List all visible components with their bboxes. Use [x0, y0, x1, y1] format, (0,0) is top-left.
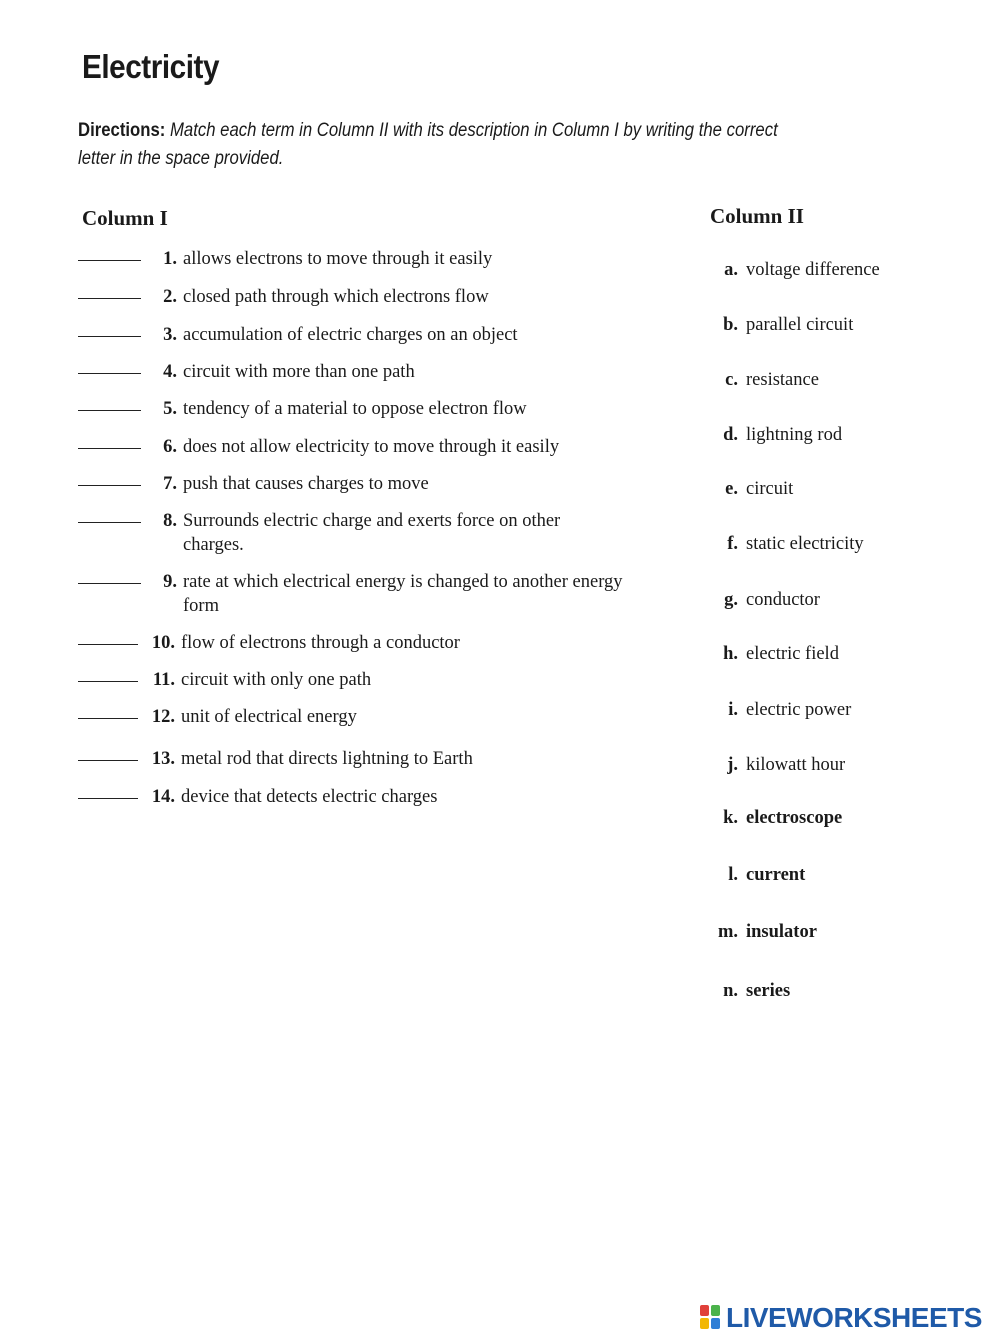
- question-number: 5.: [163, 399, 177, 419]
- question-number: 3.: [163, 325, 177, 345]
- option-term: static electricity: [746, 534, 864, 554]
- option-term: circuit: [746, 479, 794, 499]
- answer-blank[interactable]: [78, 798, 138, 799]
- question-text: unit of electrical energy: [181, 707, 357, 727]
- option-letter: a.: [724, 260, 738, 280]
- answer-blank[interactable]: [78, 336, 141, 337]
- answer-blank[interactable]: [78, 485, 141, 486]
- answer-option: [712, 863, 805, 887]
- liveworksheets-logo-icon: [700, 1305, 722, 1331]
- option-letter: l.: [728, 865, 738, 885]
- answer-option: [708, 920, 817, 944]
- option-term: current: [746, 865, 806, 885]
- question-text: circuit with more than one path: [183, 362, 415, 382]
- answer-option: [712, 806, 842, 830]
- answer-option: [712, 588, 820, 612]
- answer-blank[interactable]: [78, 298, 141, 299]
- directions: [78, 117, 808, 173]
- option-term: electric power: [746, 700, 852, 720]
- answer-blank[interactable]: [78, 448, 141, 449]
- option-letter: b.: [723, 315, 738, 335]
- option-letter: n.: [723, 981, 738, 1001]
- option-letter: h.: [723, 644, 738, 664]
- answer-blank[interactable]: [78, 410, 141, 411]
- page-title: Electricity: [82, 48, 220, 85]
- question-number: 1.: [163, 249, 177, 269]
- option-term: electric field: [746, 644, 839, 664]
- question-text: closed path through which electrons flow: [183, 287, 489, 307]
- question-text: circuit with only one path: [181, 670, 372, 690]
- option-letter: g.: [724, 590, 738, 610]
- question-text: accumulation of electric charges on an object: [183, 325, 518, 345]
- question-number: 13.: [151, 749, 175, 769]
- question-text: rate at which electrical energy is changed to another energy form: [183, 572, 623, 616]
- brand-name: LIVEWORKSHEETS: [726, 1302, 982, 1333]
- answer-option: [712, 313, 853, 337]
- option-letter: c.: [725, 370, 738, 390]
- question-number: 6.: [163, 437, 177, 457]
- answer-blank[interactable]: [78, 681, 138, 682]
- question-text: allows electrons to move through it easily: [183, 249, 493, 269]
- question-text: push that causes charges to move: [183, 474, 429, 494]
- option-term: parallel circuit: [746, 315, 854, 335]
- answer-option: [712, 642, 839, 666]
- answer-blank[interactable]: [78, 583, 141, 584]
- option-term: lightning rod: [746, 425, 843, 445]
- question-text: metal rod that directs lightning to Earth: [181, 749, 473, 769]
- option-term: voltage difference: [746, 260, 880, 280]
- answer-option: [712, 532, 864, 556]
- option-letter: i.: [728, 700, 738, 720]
- question-number: 4.: [163, 362, 177, 382]
- answer-option: [712, 477, 793, 501]
- option-term: kilowatt hour: [746, 755, 846, 775]
- option-letter: j.: [727, 755, 738, 775]
- question-text: does not allow electricity to move through it easily: [183, 437, 560, 457]
- question-number: 8.: [163, 511, 177, 531]
- answer-option: [712, 753, 845, 777]
- answer-option: [712, 258, 880, 282]
- question-text: tendency of a material to oppose electron flow: [183, 399, 527, 419]
- answer-option: [712, 423, 842, 447]
- answer-option: [712, 368, 819, 392]
- option-letter: m.: [717, 922, 738, 942]
- directions-label: Directions:: [78, 120, 166, 141]
- option-letter: f.: [727, 534, 738, 554]
- column-1-heading: Column I: [82, 206, 168, 230]
- answer-option: [712, 979, 790, 1003]
- question-number: 12.: [151, 707, 175, 727]
- column-2-heading: Column II: [710, 204, 804, 228]
- option-letter: d.: [723, 425, 738, 445]
- question-text: flow of electrons through a conductor: [181, 633, 460, 653]
- answer-blank[interactable]: [78, 522, 141, 523]
- option-term: conductor: [746, 590, 820, 610]
- option-letter: k.: [723, 808, 738, 828]
- option-term: resistance: [746, 370, 819, 390]
- question-text: device that detects electric charges: [181, 787, 438, 807]
- question-text: Surrounds electric charge and exerts force on other charges.: [183, 511, 561, 555]
- option-term: series: [746, 981, 791, 1001]
- liveworksheets-logo: [700, 1302, 982, 1334]
- question-number: 11.: [152, 670, 175, 690]
- question-number: 2.: [163, 287, 177, 307]
- option-term: insulator: [746, 922, 817, 942]
- directions-text: Match each term in Column II with its description in Column I by writing the correct letter in the space provided.: [78, 120, 778, 169]
- answer-blank[interactable]: [78, 718, 138, 719]
- answer-blank[interactable]: [78, 373, 141, 374]
- question-number: 7.: [163, 474, 177, 494]
- answer-blank[interactable]: [78, 760, 138, 761]
- answer-blank[interactable]: [78, 260, 141, 261]
- answer-option: [712, 698, 851, 722]
- option-term: electroscope: [746, 808, 843, 828]
- question-number: 10.: [151, 633, 175, 653]
- option-letter: e.: [725, 479, 738, 499]
- answer-blank[interactable]: [78, 644, 138, 645]
- question-number: 9.: [163, 572, 177, 592]
- question-number: 14.: [151, 787, 175, 807]
